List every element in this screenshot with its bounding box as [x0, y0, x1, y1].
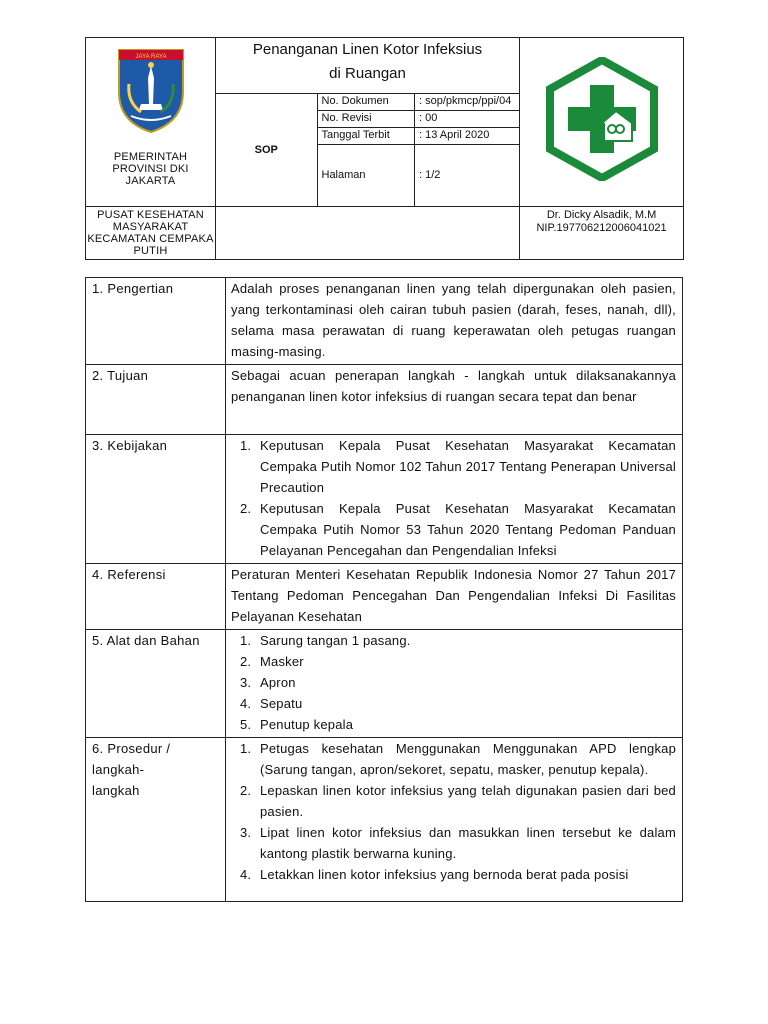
kebijakan-list	[226, 435, 676, 561]
list-item: 2. Masker	[255, 651, 676, 672]
section-label-cell	[86, 738, 226, 902]
sop-header-table	[85, 37, 684, 260]
section-label: 1. Pengertian	[86, 278, 226, 365]
org-logo-cell	[86, 38, 216, 207]
meta-label: No. Revisi	[318, 111, 415, 128]
list-item: 4. Letakkan linen kotor infeksius yang bernoda berat pada posisi	[255, 864, 676, 885]
meta-value: : 00	[415, 111, 520, 128]
meta-label: Halaman	[318, 145, 415, 206]
prosedur-list	[226, 738, 676, 885]
org-name: PEMERINTAH PROVINSI DKI JAKARTA	[112, 151, 189, 187]
signer-block	[520, 206, 684, 260]
tujuan-text: Sebagai acuan penerapan langkah - langkah untuk dilaksanakannya penanganan linen kotor infeksius di ruangan secara tepat dan benar	[226, 365, 683, 435]
alat-list	[226, 630, 676, 735]
puskesmas-logo-icon	[546, 57, 658, 181]
sop-title-line1: Penanganan Linen Kotor Infeksius	[252, 41, 483, 58]
list-item: 2. Lepaskan linen kotor infeksius yang telah digunakan pasien dari bed pasien.	[255, 780, 676, 822]
list-item: 3. Apron	[255, 672, 676, 693]
list-item: 4. Sepatu	[255, 693, 676, 714]
alat-list-cell	[226, 630, 683, 738]
facility-name: PUSAT KESEHATAN MASYARAKAT KECAMATAN CEMPAKA PUTIH	[86, 206, 216, 260]
section-label: 5. Alat dan Bahan	[86, 630, 226, 738]
meta-value: : sop/pkmcp/ppi/04	[415, 94, 520, 111]
meta-label: No. Dokumen	[318, 94, 415, 111]
meta-label: Tanggal Terbit	[318, 128, 415, 145]
section-label: 2. Tujuan	[86, 365, 226, 435]
list-item: 1. Keputusan Kepala Pusat Kesehatan Masyarakat Kecamatan Cempaka Putih Nomor 102 Tahun 2017 Tentang Penerapan Universal Precaution	[255, 435, 676, 498]
section-label: 3. Kebijakan	[86, 435, 226, 564]
sop-title-line2: di Ruangan	[329, 65, 406, 82]
meta-value: : 13 April 2020	[415, 128, 520, 145]
signer-nip: NIP.197706212006041021	[536, 221, 667, 234]
referensi-text: Peraturan Menteri Kesehatan Republik Indonesia Nomor 27 Tahun 2017 Tentang Pedoman Pencegahan Dan Pengendalian Infeksi Di Fasilitas Pelayanan Kesehatan	[226, 564, 683, 630]
emblem-banner-text: JAYA RAYA	[135, 54, 166, 60]
header-empty-cell	[216, 206, 520, 260]
prosedur-list-cell	[226, 738, 683, 902]
sop-content-table	[85, 277, 683, 902]
puskesmas-logo-cell	[520, 38, 684, 207]
list-item: 2. Keputusan Kepala Pusat Kesehatan Masyarakat Kecamatan Cempaka Putih Nomor 53 Tahun 2020 Tentang Pedoman Panduan Pelayanan Pencegahan dan Pengendalian Infeksi	[255, 498, 676, 561]
jakarta-emblem-icon	[111, 44, 191, 134]
section-label: 6. Prosedur / langkah-langkah	[92, 741, 171, 798]
list-item: 5. Penutup kepala	[255, 714, 676, 735]
list-item: 1. Sarung tangan 1 pasang.	[255, 630, 676, 651]
sop-label: SOP	[216, 93, 317, 206]
kebijakan-list-cell	[226, 435, 683, 564]
title-block	[216, 38, 520, 207]
signer-name: Dr. Dicky Alsadik, M.M	[546, 208, 657, 221]
list-item: 1. Petugas kesehatan Menggunakan Menggunakan APD lengkap (Sarung tangan, apron/sekoret, sepatu, masker, penutup kepala).	[255, 738, 676, 780]
pengertian-text: Adalah proses penanganan linen yang telah dipergunakan oleh pasien, yang terkontaminasi oleh cairan tubuh pasien (darah, feses, nanah, dll), selama masa perawatan di ruang keperawatan oleh petugas ruangan masing-masing.	[226, 278, 683, 365]
section-label: 4. Referensi	[86, 564, 226, 630]
list-item: 3. Lipat linen kotor infeksius dan masukkan linen tersebut ke dalam kantong plastik berwarna kuning.	[255, 822, 676, 864]
meta-value: : 1/2	[415, 145, 520, 206]
